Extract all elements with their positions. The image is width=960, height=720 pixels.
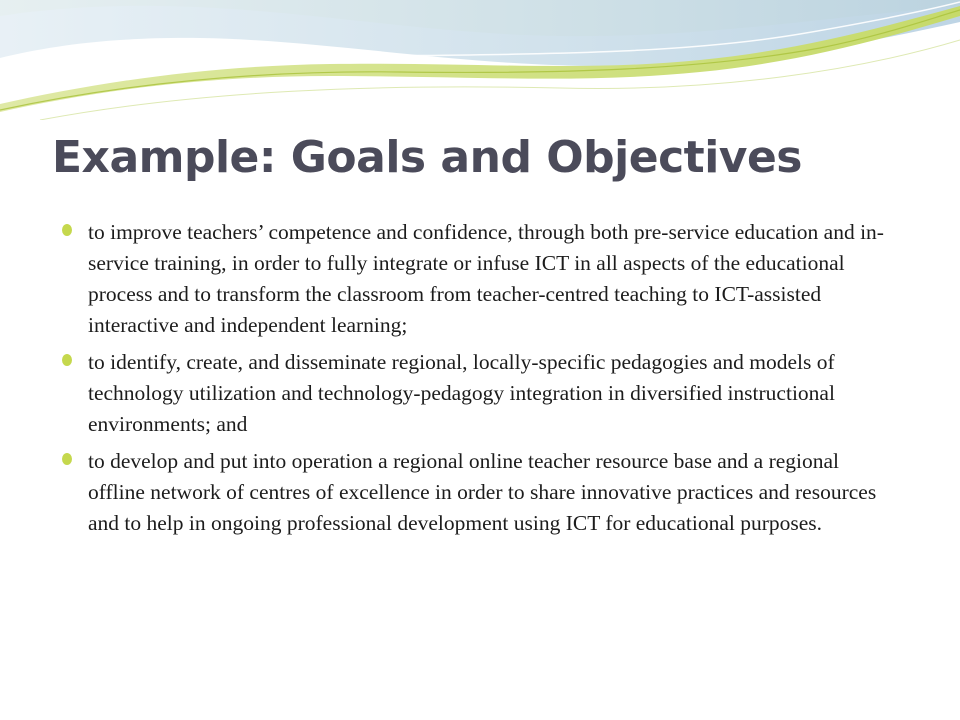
bullet-item: [0, 217, 960, 341]
bullet-item: [0, 446, 960, 539]
bullet-text: to identify, create, and disseminate regional, locally-specific pedagogies and models of technology utilization and technology-pedagogy integration in diversified instructional environments; and: [88, 350, 835, 436]
slide-title: Example: Goals and Objectives: [52, 132, 802, 183]
bullet-text: to develop and put into operation a regional online teacher resource base and a regional offline network of centres of excellence in order to share innovative practices and resources and to help in ongoing professional development using ICT for educational purposes.: [88, 449, 877, 535]
bullet-dot-icon: [62, 453, 72, 465]
header-wave-decoration: [0, 0, 960, 120]
bullet-dot-icon: [62, 224, 72, 236]
bullet-list: [0, 217, 960, 545]
bullet-text: to improve teachers’ competence and confidence, through both pre-service education and in-service training, in order to fully integrate or infuse ICT in all aspects of the educational process and to transform the classroom from teacher-centred teaching to ICT-assisted interactive and independent learning;: [88, 220, 884, 337]
bullet-item: [0, 347, 960, 440]
bullet-dot-icon: [62, 354, 72, 366]
